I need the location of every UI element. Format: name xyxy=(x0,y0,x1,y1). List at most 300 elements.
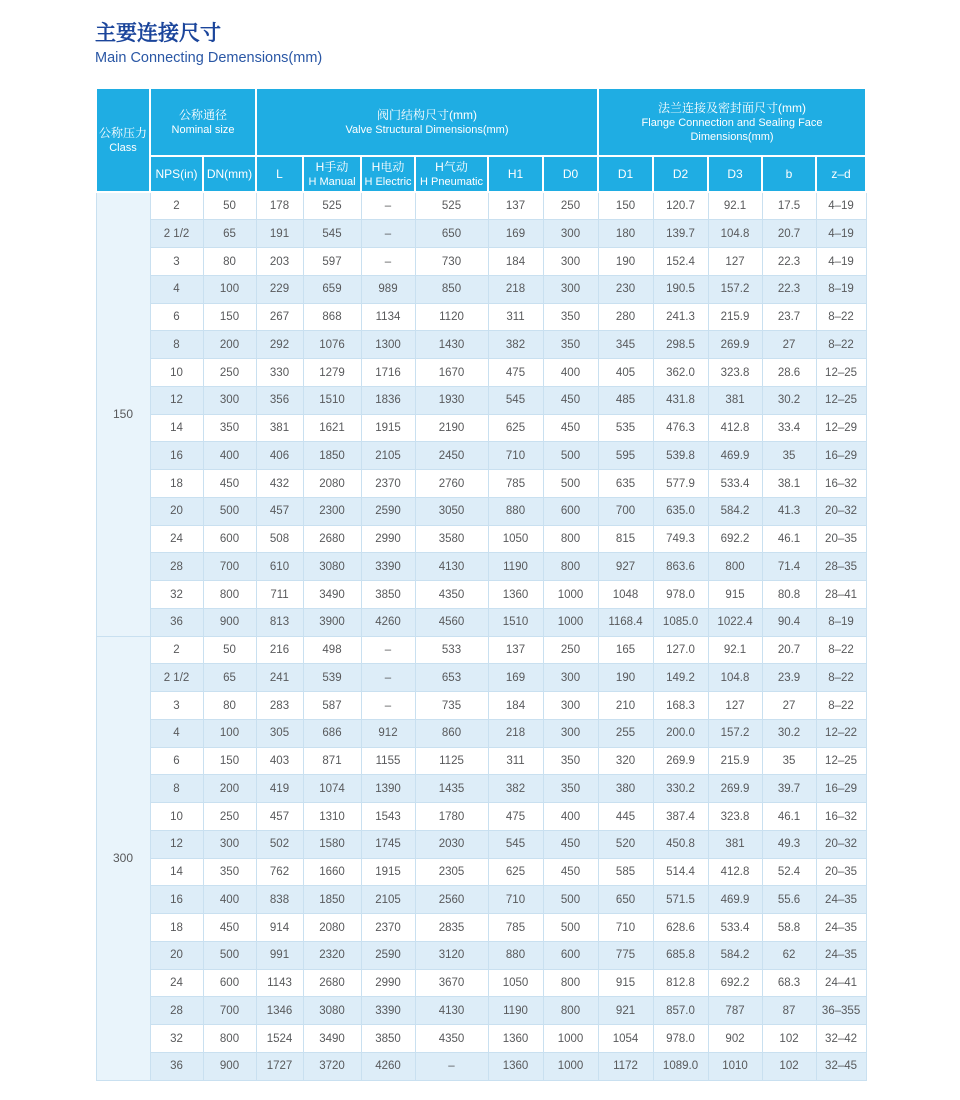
cell: 431.8 xyxy=(653,386,708,414)
table-row xyxy=(96,331,866,359)
cell: 1850 xyxy=(303,886,361,914)
cell: 2 xyxy=(150,636,203,664)
cell: 469.9 xyxy=(708,442,762,470)
cell: 3490 xyxy=(303,581,361,609)
cell: 49.3 xyxy=(762,830,816,858)
header-valve-dimensions-en: Valve Structural Dimensions(mm) xyxy=(345,124,509,137)
cell: 8–19 xyxy=(816,608,866,636)
cell: 216 xyxy=(256,636,303,664)
header-col-12 xyxy=(816,156,866,192)
cell: 4130 xyxy=(415,553,488,581)
cell: 8–22 xyxy=(816,636,866,664)
cell: 525 xyxy=(303,192,361,220)
cell: 514.4 xyxy=(653,858,708,886)
cell: 50 xyxy=(203,192,256,220)
cell: 1510 xyxy=(303,386,361,414)
cell: 2080 xyxy=(303,914,361,942)
cell: 203 xyxy=(256,248,303,276)
cell: 850 xyxy=(415,275,488,303)
cell: 800 xyxy=(543,997,598,1025)
cell: 1360 xyxy=(488,1052,543,1080)
dimensions-table xyxy=(95,87,867,1081)
cell: 2 1/2 xyxy=(150,664,203,692)
cell: 711 xyxy=(256,581,303,609)
cell: 32–42 xyxy=(816,1025,866,1053)
cell: – xyxy=(361,248,415,276)
header-col-4-en: H Electric xyxy=(364,176,412,189)
cell: 2680 xyxy=(303,525,361,553)
cell: 23.7 xyxy=(762,303,816,331)
cell: 14 xyxy=(150,414,203,442)
cell: 1054 xyxy=(598,1025,653,1053)
cell: 1010 xyxy=(708,1052,762,1080)
cell: – xyxy=(415,1052,488,1080)
cell: 33.4 xyxy=(762,414,816,442)
cell: 311 xyxy=(488,303,543,331)
cell: 2450 xyxy=(415,442,488,470)
cell: 4260 xyxy=(361,608,415,636)
cell: 700 xyxy=(203,553,256,581)
header-nominal-size xyxy=(150,88,256,156)
cell: 190 xyxy=(598,664,653,692)
cell: 545 xyxy=(488,830,543,858)
cell: 16 xyxy=(150,442,203,470)
cell: 595 xyxy=(598,442,653,470)
cell: 800 xyxy=(543,553,598,581)
cell: 104.8 xyxy=(708,220,762,248)
header-col-6 xyxy=(488,156,543,192)
cell: 152.4 xyxy=(653,248,708,276)
cell: 3670 xyxy=(415,969,488,997)
cell: 915 xyxy=(708,581,762,609)
cell: 710 xyxy=(488,442,543,470)
header-sub-row xyxy=(96,156,866,192)
cell: 190 xyxy=(598,248,653,276)
cell: 380 xyxy=(598,775,653,803)
cell: 1048 xyxy=(598,581,653,609)
cell: 18 xyxy=(150,914,203,942)
header-flange-dimensions-en2: Dimensions(mm) xyxy=(690,131,774,144)
cell: 2030 xyxy=(415,830,488,858)
cell: 27 xyxy=(762,692,816,720)
cell: 4350 xyxy=(415,1025,488,1053)
cell: 62 xyxy=(762,941,816,969)
header-col-9 xyxy=(653,156,708,192)
cell: 24–41 xyxy=(816,969,866,997)
cell: 1390 xyxy=(361,775,415,803)
cell: 16–32 xyxy=(816,803,866,831)
cell: 2990 xyxy=(361,525,415,553)
cell: 250 xyxy=(543,636,598,664)
cell: 4–19 xyxy=(816,192,866,220)
cell: 597 xyxy=(303,248,361,276)
cell: 32 xyxy=(150,581,203,609)
cell: 1172 xyxy=(598,1052,653,1080)
cell: 20–32 xyxy=(816,830,866,858)
cell: 1580 xyxy=(303,830,361,858)
cell: 255 xyxy=(598,719,653,747)
cell: 500 xyxy=(543,914,598,942)
cell: 577.9 xyxy=(653,470,708,498)
cell: 191 xyxy=(256,220,303,248)
cell: 762 xyxy=(256,858,303,886)
cell: 450 xyxy=(543,858,598,886)
cell: 900 xyxy=(203,1052,256,1080)
cell: 10 xyxy=(150,359,203,387)
table-row xyxy=(96,303,866,331)
cell: 1125 xyxy=(415,747,488,775)
cell: 469.9 xyxy=(708,886,762,914)
table-row xyxy=(96,497,866,525)
cell: 100 xyxy=(203,719,256,747)
cell: 1430 xyxy=(415,331,488,359)
cell: 539 xyxy=(303,664,361,692)
cell: 1510 xyxy=(488,608,543,636)
cell: 4 xyxy=(150,275,203,303)
cell: 412.8 xyxy=(708,858,762,886)
cell: 628.6 xyxy=(653,914,708,942)
cell: 300 xyxy=(203,386,256,414)
cell: 1524 xyxy=(256,1025,303,1053)
cell: 700 xyxy=(598,497,653,525)
cell: 356 xyxy=(256,386,303,414)
cell: 1143 xyxy=(256,969,303,997)
cell: 400 xyxy=(203,886,256,914)
cell: 405 xyxy=(598,359,653,387)
cell: 65 xyxy=(203,664,256,692)
cell: 90.4 xyxy=(762,608,816,636)
cell: 4350 xyxy=(415,581,488,609)
section-class-300 xyxy=(96,636,866,1080)
cell: 2190 xyxy=(415,414,488,442)
cell: 382 xyxy=(488,331,543,359)
cell: 815 xyxy=(598,525,653,553)
table-row xyxy=(96,275,866,303)
cell: 1915 xyxy=(361,858,415,886)
cell: 149.2 xyxy=(653,664,708,692)
cell: 635.0 xyxy=(653,497,708,525)
cell: 545 xyxy=(303,220,361,248)
cell: 978.0 xyxy=(653,1025,708,1053)
cell: 450 xyxy=(543,830,598,858)
table-row xyxy=(96,386,866,414)
cell: 800 xyxy=(543,525,598,553)
cell: 323.8 xyxy=(708,803,762,831)
cell: 229 xyxy=(256,275,303,303)
cell: 498 xyxy=(303,636,361,664)
cell: 545 xyxy=(488,386,543,414)
cell: 20 xyxy=(150,941,203,969)
cell: 419 xyxy=(256,775,303,803)
cell: 20–32 xyxy=(816,497,866,525)
cell: 450 xyxy=(203,914,256,942)
cell: 200 xyxy=(203,331,256,359)
cell: 1670 xyxy=(415,359,488,387)
cell: 330.2 xyxy=(653,775,708,803)
cell: 775 xyxy=(598,941,653,969)
cell: 400 xyxy=(543,803,598,831)
cell: 902 xyxy=(708,1025,762,1053)
cell: 525 xyxy=(415,192,488,220)
cell: 92.1 xyxy=(708,192,762,220)
cell: 500 xyxy=(203,941,256,969)
header-col-10-zh: D3 xyxy=(727,167,743,182)
cell: 300 xyxy=(543,248,598,276)
cell: 8 xyxy=(150,775,203,803)
cell: 692.2 xyxy=(708,525,762,553)
cell: 1780 xyxy=(415,803,488,831)
table-row xyxy=(96,442,866,470)
section-class-150 xyxy=(96,192,866,636)
cell: 1000 xyxy=(543,1025,598,1053)
cell: 323.8 xyxy=(708,359,762,387)
cell: 12 xyxy=(150,830,203,858)
cell: 280 xyxy=(598,303,653,331)
cell: 24–35 xyxy=(816,886,866,914)
header-nominal-size-zh: 公称通径 xyxy=(178,107,227,122)
cell: 28.6 xyxy=(762,359,816,387)
cell: 23.9 xyxy=(762,664,816,692)
cell: 8–19 xyxy=(816,275,866,303)
cell: – xyxy=(361,664,415,692)
table-row xyxy=(96,664,866,692)
header-col-3 xyxy=(303,156,361,192)
cell: 311 xyxy=(488,747,543,775)
cell: 650 xyxy=(598,886,653,914)
cell: 1930 xyxy=(415,386,488,414)
cell: 46.1 xyxy=(762,803,816,831)
cell: 989 xyxy=(361,275,415,303)
cell: 587 xyxy=(303,692,361,720)
cell: 120.7 xyxy=(653,192,708,220)
header-class-zh: 公称压力 xyxy=(98,125,147,140)
cell: 12–25 xyxy=(816,359,866,387)
cell: 1360 xyxy=(488,581,543,609)
table-row xyxy=(96,719,866,747)
cell: 445 xyxy=(598,803,653,831)
cell: 180 xyxy=(598,220,653,248)
cell: 600 xyxy=(543,941,598,969)
cell: 800 xyxy=(203,1025,256,1053)
header-col-12-zh: z–d xyxy=(831,167,851,182)
cell: 1346 xyxy=(256,997,303,1025)
cell: 150 xyxy=(203,747,256,775)
cell: 2370 xyxy=(361,470,415,498)
cell: 2080 xyxy=(303,470,361,498)
cell: 476.3 xyxy=(653,414,708,442)
cell: 1543 xyxy=(361,803,415,831)
table-row xyxy=(96,608,866,636)
cell: 184 xyxy=(488,248,543,276)
table-row xyxy=(96,248,866,276)
cell: 168.3 xyxy=(653,692,708,720)
cell: 190.5 xyxy=(653,275,708,303)
cell: 4–19 xyxy=(816,248,866,276)
cell: 500 xyxy=(543,470,598,498)
cell: 625 xyxy=(488,858,543,886)
cell: 475 xyxy=(488,359,543,387)
cell: 1050 xyxy=(488,525,543,553)
cell: 2760 xyxy=(415,470,488,498)
header-col-2 xyxy=(256,156,303,192)
table-header xyxy=(96,88,866,192)
table-row xyxy=(96,692,866,720)
cell: 17.5 xyxy=(762,192,816,220)
cell: 1310 xyxy=(303,803,361,831)
cell: 1050 xyxy=(488,969,543,997)
cell: 165 xyxy=(598,636,653,664)
cell: 104.8 xyxy=(708,664,762,692)
cell: 2835 xyxy=(415,914,488,942)
cell: 330 xyxy=(256,359,303,387)
cell: 28 xyxy=(150,997,203,1025)
table-row xyxy=(96,359,866,387)
cell: 16–32 xyxy=(816,470,866,498)
cell: 533.4 xyxy=(708,470,762,498)
cell: 1190 xyxy=(488,997,543,1025)
cell: 250 xyxy=(203,359,256,387)
cell: 3850 xyxy=(361,1025,415,1053)
cell: 157.2 xyxy=(708,719,762,747)
cell: 685.8 xyxy=(653,941,708,969)
cell: 500 xyxy=(203,497,256,525)
cell: 387.4 xyxy=(653,803,708,831)
cell: 403 xyxy=(256,747,303,775)
cell: 102 xyxy=(762,1052,816,1080)
cell: 80 xyxy=(203,692,256,720)
cell: 1621 xyxy=(303,414,361,442)
cell: 1836 xyxy=(361,386,415,414)
cell: 635 xyxy=(598,470,653,498)
table-row xyxy=(96,220,866,248)
cell: 450 xyxy=(543,414,598,442)
header-col-0 xyxy=(150,156,203,192)
cell: – xyxy=(361,192,415,220)
cell: 28–41 xyxy=(816,581,866,609)
header-col-4-zh: H电动 xyxy=(371,159,405,174)
cell: 650 xyxy=(415,220,488,248)
header-nominal-size-en: Nominal size xyxy=(171,124,235,137)
cell: 267 xyxy=(256,303,303,331)
cell: 584.2 xyxy=(708,941,762,969)
table-row xyxy=(96,941,866,969)
cell: 1089.0 xyxy=(653,1052,708,1080)
cell: 880 xyxy=(488,941,543,969)
cell: 686 xyxy=(303,719,361,747)
cell: 250 xyxy=(543,192,598,220)
cell: 880 xyxy=(488,497,543,525)
header-col-3-zh: H手动 xyxy=(315,159,349,174)
header-col-6-zh: H1 xyxy=(507,167,524,182)
cell: 300 xyxy=(543,692,598,720)
cell: 292 xyxy=(256,331,303,359)
cell: 4260 xyxy=(361,1052,415,1080)
header-flange-dimensions-en1: Flange Connection and Sealing Face xyxy=(641,116,823,129)
cell: 1074 xyxy=(303,775,361,803)
cell: 2 xyxy=(150,192,203,220)
cell: 1134 xyxy=(361,303,415,331)
cell: 6 xyxy=(150,747,203,775)
header-valve-dimensions xyxy=(256,88,598,156)
cell: 35 xyxy=(762,747,816,775)
cell: 2320 xyxy=(303,941,361,969)
cell: 55.6 xyxy=(762,886,816,914)
cell: 659 xyxy=(303,275,361,303)
cell: 863.6 xyxy=(653,553,708,581)
cell: 914 xyxy=(256,914,303,942)
header-col-10 xyxy=(708,156,762,192)
table-row xyxy=(96,997,866,1025)
cell: 30.2 xyxy=(762,386,816,414)
cell: 1155 xyxy=(361,747,415,775)
header-col-5-zh: H气动 xyxy=(435,159,468,174)
cell: 600 xyxy=(543,497,598,525)
header-col-1-zh: DN(mm) xyxy=(206,167,253,182)
cell: 230 xyxy=(598,275,653,303)
cell: 2305 xyxy=(415,858,488,886)
cell: 735 xyxy=(415,692,488,720)
table-row xyxy=(96,636,866,664)
cell: 535 xyxy=(598,414,653,442)
cell: 362.0 xyxy=(653,359,708,387)
cell: 1000 xyxy=(543,1052,598,1080)
cell: 381 xyxy=(708,830,762,858)
header-col-2-zh: L xyxy=(276,167,283,182)
header-col-11 xyxy=(762,156,816,192)
header-class xyxy=(96,88,150,192)
cell: 8–22 xyxy=(816,331,866,359)
cell: 157.2 xyxy=(708,275,762,303)
cell: 2300 xyxy=(303,497,361,525)
cell: 3390 xyxy=(361,997,415,1025)
cell: 508 xyxy=(256,525,303,553)
cell: 41.3 xyxy=(762,497,816,525)
cell: 978.0 xyxy=(653,581,708,609)
cell: 65 xyxy=(203,220,256,248)
header-col-11-zh: b xyxy=(785,167,793,182)
cell: 305 xyxy=(256,719,303,747)
cell: 2590 xyxy=(361,941,415,969)
table-row xyxy=(96,830,866,858)
cell: 860 xyxy=(415,719,488,747)
cell: 350 xyxy=(543,775,598,803)
cell: 137 xyxy=(488,192,543,220)
cell: – xyxy=(361,636,415,664)
cell: 915 xyxy=(598,969,653,997)
cell: 28–35 xyxy=(816,553,866,581)
cell: 991 xyxy=(256,941,303,969)
cell: 838 xyxy=(256,886,303,914)
cell: 169 xyxy=(488,664,543,692)
cell: 92.1 xyxy=(708,636,762,664)
cell: 350 xyxy=(203,858,256,886)
table-row xyxy=(96,1052,866,1080)
cell: 127 xyxy=(708,692,762,720)
cell: 36 xyxy=(150,1052,203,1080)
cell: 269.9 xyxy=(653,747,708,775)
cell: 1745 xyxy=(361,830,415,858)
cell: 400 xyxy=(543,359,598,387)
cell: 24–35 xyxy=(816,941,866,969)
cell: 2560 xyxy=(415,886,488,914)
cell: – xyxy=(361,692,415,720)
table-row xyxy=(96,470,866,498)
cell: 20 xyxy=(150,497,203,525)
cell: 1085.0 xyxy=(653,608,708,636)
cell: 16–29 xyxy=(816,775,866,803)
cell: 10 xyxy=(150,803,203,831)
cell: 38.1 xyxy=(762,470,816,498)
